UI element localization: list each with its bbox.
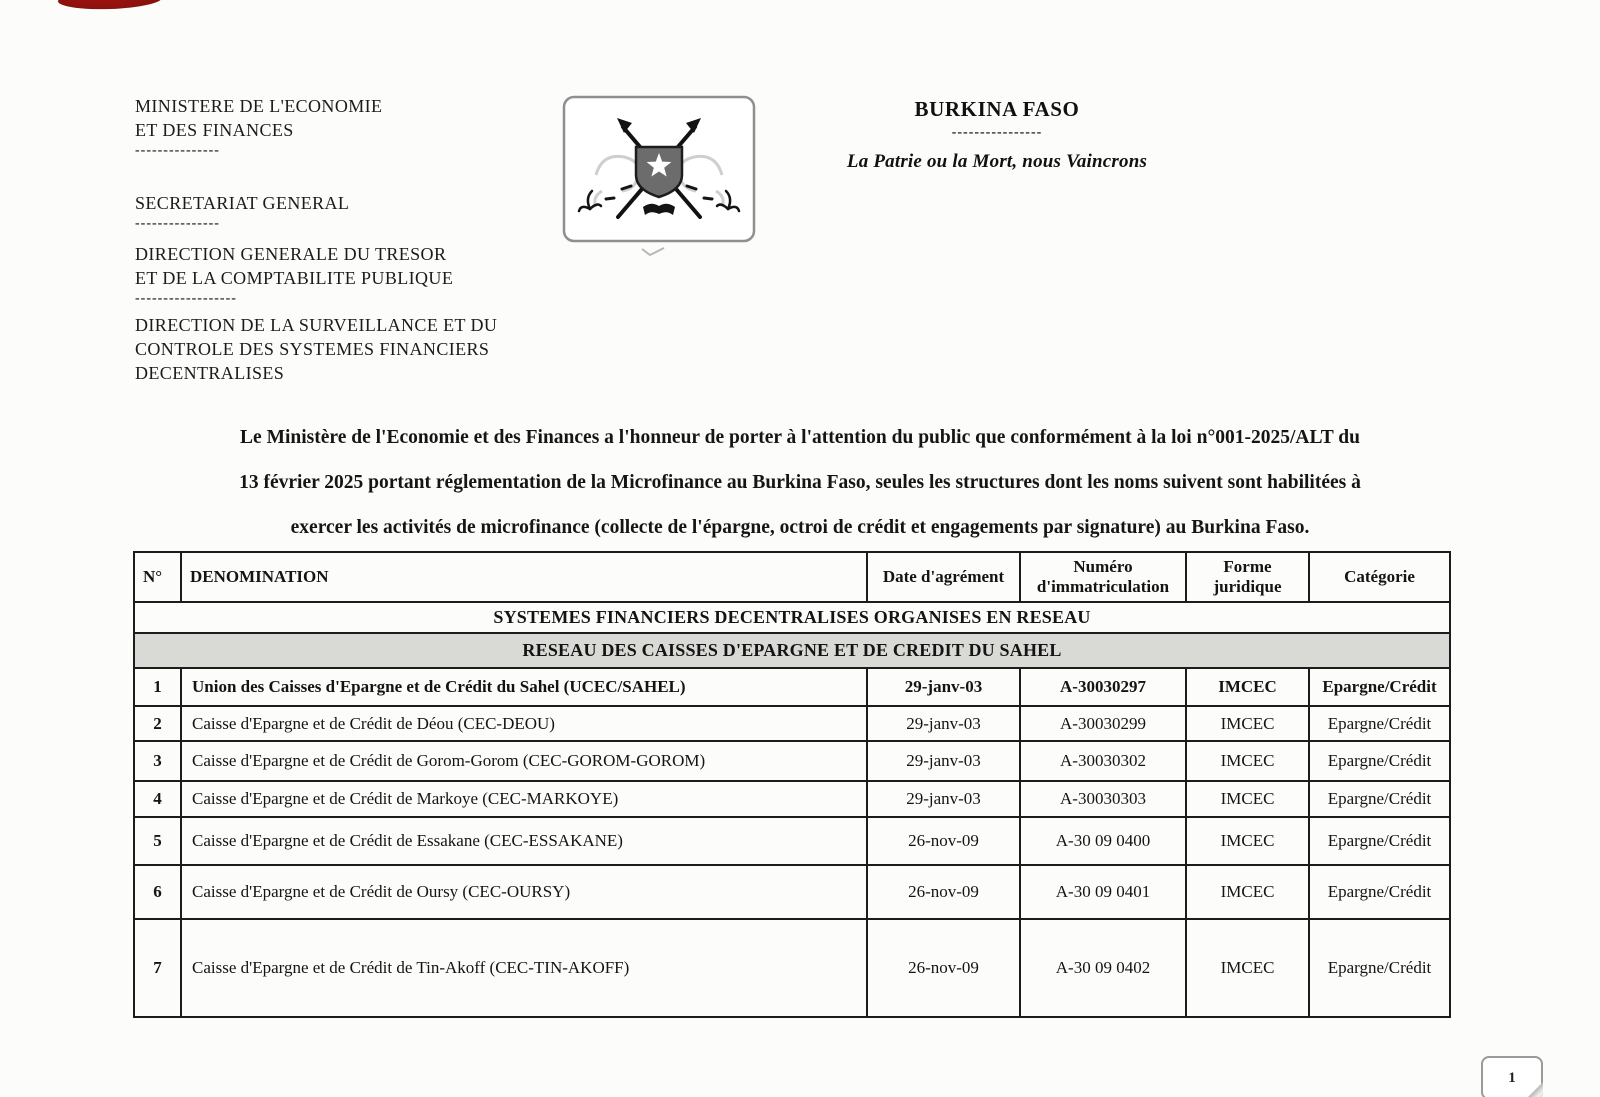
col-header-date-agrement: Date d'agrément <box>867 552 1020 602</box>
cell-num: 4 <box>134 781 181 817</box>
cell-name: Caisse d'Epargne et de Crédit de Tin-Akoff (CEC-TIN-AKOFF) <box>181 919 867 1017</box>
ministry-line-1: MINISTERE DE L'ECONOMIE <box>135 96 383 116</box>
cell-categorie: Epargne/Crédit <box>1309 668 1450 706</box>
page-number-badge <box>1481 1056 1543 1097</box>
secretariat-line: SECRETARIAT GENERAL <box>135 193 350 213</box>
cell-num: 1 <box>134 668 181 706</box>
direction-tresor-line-2: ET DE LA COMPTABILITE PUBLIQUE <box>135 268 454 288</box>
page-curl-icon <box>1525 1082 1543 1097</box>
dashed-separator: ---------------- <box>951 125 1043 140</box>
col-header-immatriculation: Numéro d'immatriculation <box>1020 552 1186 602</box>
cell-name: Caisse d'Epargne et de Crédit de Déou (CEC-DEOU) <box>181 706 867 741</box>
cell-name: Caisse d'Epargne et de Crédit de Oursy (CEC-OURSY) <box>181 865 867 919</box>
cell-immat: A-30030302 <box>1020 741 1186 781</box>
section-title: SYSTEMES FINANCIERS DECENTRALISES ORGANISES EN RESEAU <box>134 602 1450 633</box>
country-title: BURKINA FASO <box>914 97 1080 121</box>
cell-immat: A-30030303 <box>1020 781 1186 817</box>
table-row <box>134 781 1450 817</box>
direction-surveillance-line-3: DECENTRALISES <box>135 363 285 383</box>
cell-forme: IMCEC <box>1186 817 1309 865</box>
cell-date: 26-nov-09 <box>867 865 1020 919</box>
cell-forme: IMCEC <box>1186 919 1309 1017</box>
cell-name: Caisse d'Epargne et de Crédit de Markoye (CEC-MARKOYE) <box>181 781 867 817</box>
letterhead-right <box>797 97 1197 173</box>
letterhead-left <box>135 94 615 385</box>
section-title: RESEAU DES CAISSES D'EPARGNE ET DE CREDIT DU SAHEL <box>134 633 1450 668</box>
table-section-row <box>134 633 1450 668</box>
cell-categorie: Epargne/Crédit <box>1309 817 1450 865</box>
national-motto: La Patrie ou la Mort, nous Vaincrons <box>846 151 1148 172</box>
dashed-separator: --------------- <box>135 143 220 158</box>
cell-name: Caisse d'Epargne et de Crédit de Essakane (CEC-ESSAKANE) <box>181 817 867 865</box>
table-row <box>134 865 1450 919</box>
table-section-row <box>134 602 1450 633</box>
cell-immat: A-30 09 0402 <box>1020 919 1186 1017</box>
direction-surveillance-line-2: CONTROLE DES SYSTEMES FINANCIERS <box>135 339 490 359</box>
red-scan-artifact <box>58 0 163 11</box>
cell-categorie: Epargne/Crédit <box>1309 741 1450 781</box>
dashed-separator: --------------- <box>135 216 220 231</box>
page-number: 1 <box>1508 1069 1516 1086</box>
sfd-institutions-table <box>133 551 1451 1018</box>
cell-forme: IMCEC <box>1186 781 1309 817</box>
cell-immat: A-30 09 0400 <box>1020 817 1186 865</box>
direction-tresor-line-1: DIRECTION GENERALE DU TRESOR <box>135 244 447 264</box>
table-row <box>134 817 1450 865</box>
notice-line-3: exercer les activités de microfinance (collecte de l'épargne, octroi de crédit et engagements par signature) au Burkina Faso. <box>290 517 1310 538</box>
scan-squiggle-mark <box>640 245 666 257</box>
notice-line-2: 13 février 2025 portant réglementation de la Microfinance au Burkina Faso, seules les structures dont les noms suivent sont habilitées à <box>239 472 1361 493</box>
ministry-line-2: ET DES FINANCES <box>135 120 294 140</box>
col-header-numero: N° <box>134 552 181 602</box>
cell-date: 29-janv-03 <box>867 741 1020 781</box>
direction-surveillance-line-1: DIRECTION DE LA SURVEILLANCE ET DU <box>135 315 498 335</box>
cell-categorie: Epargne/Crédit <box>1309 781 1450 817</box>
cell-date: 29-janv-03 <box>867 668 1020 706</box>
cell-num: 6 <box>134 865 181 919</box>
cell-num: 2 <box>134 706 181 741</box>
cell-num: 7 <box>134 919 181 1017</box>
cell-forme: IMCEC <box>1186 668 1309 706</box>
cell-name: Caisse d'Epargne et de Crédit de Gorom-Gorom (CEC-GOROM-GOROM) <box>181 741 867 781</box>
cell-num: 5 <box>134 817 181 865</box>
dashed-separator: ------------------ <box>135 291 237 306</box>
cell-immat: A-30 09 0401 <box>1020 865 1186 919</box>
table-row <box>134 919 1450 1017</box>
cell-name: Union des Caisses d'Epargne et de Crédit du Sahel (UCEC/SAHEL) <box>181 668 867 706</box>
cell-categorie: Epargne/Crédit <box>1309 919 1450 1017</box>
col-header-forme-juridique: Forme juridique <box>1186 552 1309 602</box>
cell-num: 3 <box>134 741 181 781</box>
cell-date: 29-janv-03 <box>867 781 1020 817</box>
cell-date: 29-janv-03 <box>867 706 1020 741</box>
col-header-categorie: Catégorie <box>1309 552 1450 602</box>
table-row <box>134 741 1450 781</box>
col-header-denomination: DENOMINATION <box>181 552 867 602</box>
public-notice-paragraph <box>138 426 1462 561</box>
cell-date: 26-nov-09 <box>867 817 1020 865</box>
cell-forme: IMCEC <box>1186 741 1309 781</box>
table-row <box>134 668 1450 706</box>
burkina-faso-coat-of-arms-icon <box>562 95 756 244</box>
cell-date: 26-nov-09 <box>867 919 1020 1017</box>
table-body <box>134 602 1450 1017</box>
cell-categorie: Epargne/Crédit <box>1309 706 1450 741</box>
cell-forme: IMCEC <box>1186 706 1309 741</box>
notice-line-1: Le Ministère de l'Economie et des Finances a l'honneur de porter à l'attention du public que conformément à la loi n°001-2025/ALT du <box>240 427 1360 448</box>
cell-categorie: Epargne/Crédit <box>1309 865 1450 919</box>
table-header-row <box>134 552 1450 602</box>
cell-immat: A-30030299 <box>1020 706 1186 741</box>
cell-immat: A-30030297 <box>1020 668 1186 706</box>
cell-forme: IMCEC <box>1186 865 1309 919</box>
table-row <box>134 706 1450 741</box>
